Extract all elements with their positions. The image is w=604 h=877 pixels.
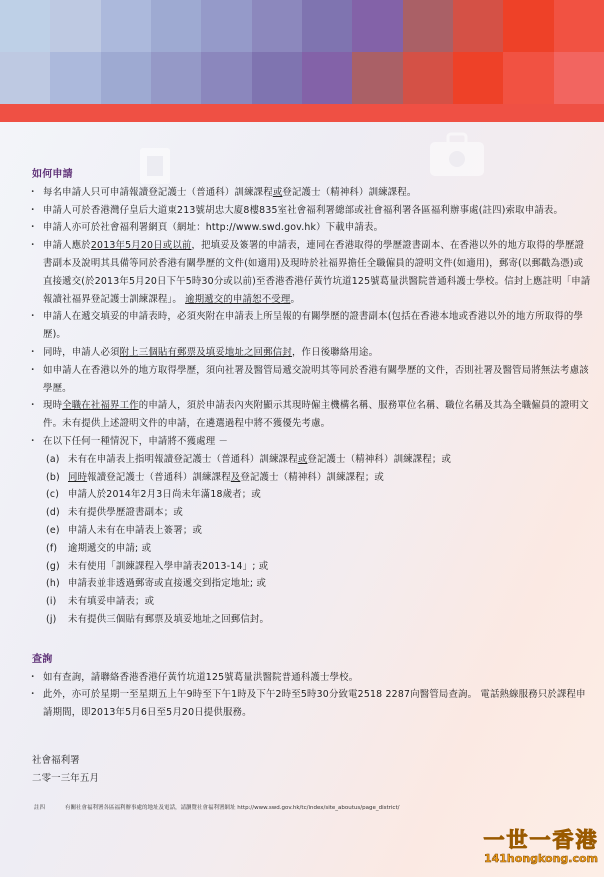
header-tile — [403, 0, 453, 52]
header-tile — [453, 52, 503, 104]
bullet-item — [32, 202, 592, 220]
text-run: 未有填妥申請表；或 — [68, 596, 155, 608]
condition-label: (b) — [46, 471, 60, 483]
header-tile — [302, 0, 352, 52]
header-tile — [0, 52, 50, 104]
text-run: 申請人在遞交填妥的申請表時，必須夾附在申請表上所呈報的有關學歷的證書副本(包括在香港本地或香港以外的地方所取得的學歷)。 — [43, 311, 584, 341]
condition-item — [46, 575, 592, 593]
how-to-apply-title: 如何申請 — [32, 169, 73, 180]
text-run: 在以下任何一種情況下，申請將不獲處理 － — [43, 435, 229, 447]
bullet-item — [32, 669, 592, 687]
text-run: 申請人於2014年2月3日尚未年滿18歲者；或 — [68, 489, 261, 501]
footnote-text: 有關社會福利署各區福利辦事處的地址及電話，請瀏覽社會福利署網址 http://www.swd.gov.hk/tc/index/site_aboutus/page_district/ — [65, 805, 400, 811]
text-run: 登記護士（精神科）訓練課程；或 — [307, 453, 452, 465]
header-tile — [151, 52, 201, 104]
header-tile — [503, 52, 553, 104]
header-tile — [352, 52, 402, 104]
header-color-tiles — [0, 0, 604, 104]
condition-text — [68, 451, 451, 469]
header-tile — [503, 0, 553, 52]
bullet-item — [32, 686, 592, 722]
text-run: 申請人未有在申請表上簽署；或 — [68, 524, 203, 536]
header-tile — [403, 52, 453, 104]
condition-text — [68, 469, 384, 487]
condition-item — [46, 540, 592, 558]
text-run: 報讀登記護士（普通科）訓練課程 — [87, 471, 231, 483]
condition-item — [46, 469, 592, 487]
text-run: 此外，亦可於星期一至星期五上午9時至下午1時及下午2時至5時30分致電2518 2287向醫管局查詢。 電話熱線服務只於課程申請期間，即2013年5月6日至5月20日提供服務。 — [43, 689, 586, 719]
header-tile — [453, 0, 503, 52]
text-run: 未有提供三個貼有郵票及填妥地址之回郵信封。 — [68, 613, 270, 625]
text-run: 登記護士（精神科）訓練課程；或 — [240, 471, 385, 483]
text-run: 未有在申請表上指明報讀登記護士（普通科）訓練課程 — [68, 453, 298, 465]
text-run: ，把填妥及簽署的申請表，連同在香港取得的學歷證書副本、在香港以外的地方取得的學歷證書副本及說明其具備等同於香港有關學歷的文件(如適用)及現時於社福界擔任全職僱員的證明文件(如適用)，郵寄(以郵戳為憑)或直接遞交(於2013年5月20日下午5時30分或以前)至香港香港仔黃竹坑道125號葛量洪醫院普通科護士學校。信封上應註明「申請報讀社福界登記護士訓練課程」。 — [43, 240, 591, 305]
text-run: 登記護士（精神科）訓練課程。 — [282, 186, 417, 198]
text-run: 的申請人，須於申請表內夾附顯示其現時僱主機構名稱、服務單位名稱、職位名稱及其為全職僱員的證明文件。未有提供上述證明文件的申請，在遴選過程中將不獲優先考慮。 — [43, 400, 589, 430]
condition-text — [68, 611, 269, 629]
emphasized-text: 或 — [272, 186, 283, 198]
condition-label: (d) — [46, 507, 60, 519]
condition-item — [46, 486, 592, 504]
text-run: 申請人可於香港灣仔皇后大道東213號胡忠大廈8樓835室社會福利署總部或社會福利署各區福利辦事處(註四)索取申請表。 — [43, 204, 564, 216]
condition-label: (j) — [46, 613, 57, 625]
text-run: 申請人亦可於社會福利署網頁（網址：http://www.swd.gov.hk）下載申請表。 — [43, 222, 384, 234]
issue-date: 二零一三年五月 — [32, 772, 100, 784]
emphasized-text: 或 — [297, 453, 308, 465]
emphasized-text: 2013年5月20日或以前 — [90, 240, 192, 252]
header-tile — [252, 52, 302, 104]
text-run: 同時，申請人必須 — [43, 346, 120, 358]
text-run: 。 — [290, 293, 301, 305]
condition-text — [68, 486, 261, 504]
footnote-label: 註四 — [34, 805, 46, 811]
emphasized-text: 同時 — [68, 471, 88, 483]
bullet-item — [32, 344, 592, 362]
header-tile — [101, 0, 151, 52]
condition-label: (a) — [46, 453, 60, 465]
bullet-item — [32, 433, 592, 451]
footnote — [34, 803, 399, 811]
condition-text — [68, 522, 202, 540]
emphasized-text: 逾期遞交的申請恕不受理 — [185, 293, 291, 305]
text-run: 每名申請人只可申請報讀登記護士（普通科）訓練課程 — [43, 186, 273, 198]
header-tile — [352, 0, 402, 52]
condition-item — [46, 593, 592, 611]
condition-item — [46, 504, 592, 522]
condition-item — [46, 558, 592, 576]
condition-text — [68, 540, 151, 558]
department-name: 社會福利署 — [32, 754, 80, 766]
text-run: 逾期遞交的申請; 或 — [68, 542, 152, 554]
bullet-item — [32, 237, 592, 308]
header-tile — [554, 52, 604, 104]
condition-text — [68, 575, 266, 593]
bullet-item — [32, 184, 592, 202]
condition-label: (c) — [46, 489, 60, 501]
text-run: 申請人應於 — [43, 240, 91, 252]
bullet-item — [32, 219, 592, 237]
watermark-logo — [482, 828, 600, 866]
header-tile — [151, 0, 201, 52]
bullet-item — [32, 397, 592, 433]
header-tile — [554, 0, 604, 52]
text-run: ，作日後聯絡用途。 — [291, 346, 379, 358]
header-tile — [252, 0, 302, 52]
header-tile — [101, 52, 151, 104]
text-run: 如申請人在香港以外的地方取得學歷，須向社署及醫管局遞交說明其等同於香港有關學歷的文件，否則社署及醫管局將無法考慮該學歷。 — [43, 364, 589, 394]
condition-label: (i) — [46, 596, 57, 608]
condition-label: (g) — [46, 560, 60, 572]
header-tile — [302, 52, 352, 104]
enquiries-list — [32, 669, 592, 722]
header-red-band — [0, 104, 604, 122]
header-tile — [0, 0, 50, 52]
text-run: 申請表並非透過郵寄或直接遞交到指定地址; 或 — [68, 578, 267, 590]
header-tile — [201, 52, 251, 104]
condition-item — [46, 451, 592, 469]
document-body — [32, 166, 592, 788]
watermark-title: 一世一香港 — [483, 828, 599, 852]
condition-text — [68, 593, 154, 611]
rejection-conditions-list — [32, 451, 592, 629]
text-run: 如有查詢，請聯絡香港香港仔黃竹坑道125號葛量洪醫院普通科護士學校。 — [43, 671, 359, 683]
bullet-item — [32, 308, 592, 344]
header-tile — [50, 0, 100, 52]
bullet-item — [32, 362, 592, 398]
condition-item — [46, 522, 592, 540]
condition-text — [68, 558, 268, 576]
emphasized-text: 附上三個貼有郵票及填妥地址之回郵信封 — [119, 346, 292, 358]
header-tile — [201, 0, 251, 52]
condition-label: (h) — [46, 578, 60, 590]
condition-label: (f) — [46, 542, 58, 554]
emphasized-text: 全職在社福界工作 — [62, 400, 139, 412]
how-to-apply-list — [32, 184, 592, 451]
signature-block — [32, 752, 592, 788]
watermark-url: 141hongkong.com — [483, 852, 599, 865]
header-tile — [50, 52, 100, 104]
emphasized-text: 及 — [230, 471, 241, 483]
text-run: 未有提供學歷證書副本；或 — [68, 507, 183, 519]
text-run: 未有使用「訓練課程入學申請表2013-14」; 或 — [68, 560, 269, 572]
condition-label: (e) — [46, 524, 60, 536]
condition-item — [46, 611, 592, 629]
condition-text — [68, 504, 183, 522]
enquiries-title: 查詢 — [32, 653, 53, 665]
text-run: 現時 — [43, 400, 63, 412]
